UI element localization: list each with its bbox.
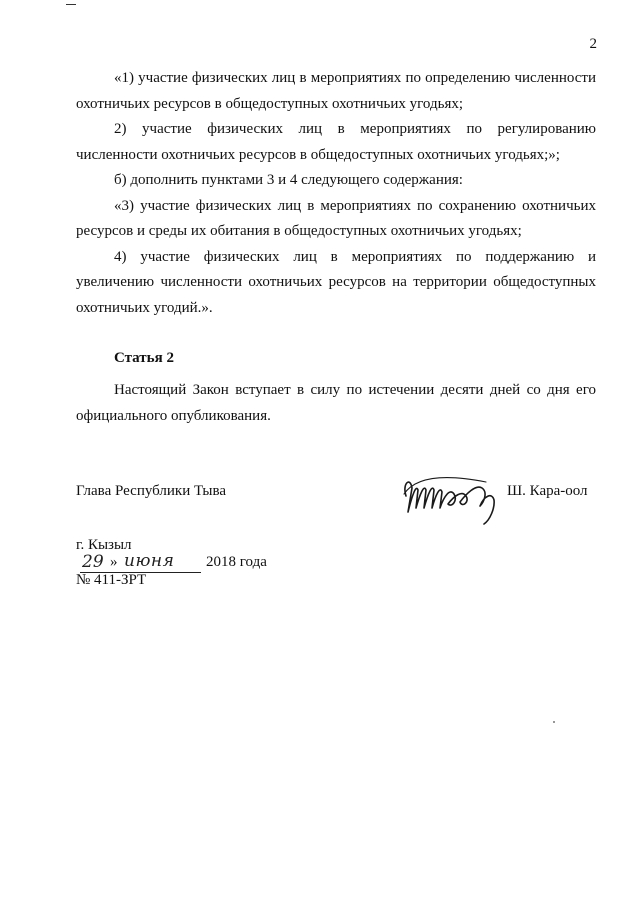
page-number: 2	[589, 36, 597, 52]
paragraph-3: б) дополнить пунктами 3 и 4 следующего содержания:	[114, 172, 463, 188]
article-title: Статья 2	[114, 350, 174, 366]
handwritten-signature	[396, 466, 504, 528]
paragraph-5: 4) участие физических лиц в мероприятиях по поддержанию и увеличению численности охотничьих ресурсов на территории общедоступных охотничьих угодий.».	[76, 248, 596, 316]
article-text	[76, 377, 596, 429]
paragraph-4: «3) участие физических лиц в мероприятиях по сохранению охотничьих ресурсов и среды их обитания в общедоступных охотничьих угодьях;	[76, 197, 596, 239]
amendment-text	[76, 66, 596, 321]
handwritten-month: июня	[124, 551, 175, 571]
handwritten-day: 29	[82, 552, 104, 572]
law-number: № 411-ЗРТ	[76, 572, 147, 588]
scan-mark	[66, 4, 76, 5]
date-quote: »	[110, 554, 118, 570]
paragraph-2: 2) участие физических лиц в мероприятиях по регулированию численности охотничьих ресурсов в общедоступных охотничьих угодьях;»;	[76, 121, 596, 163]
article-paragraph: Настоящий Закон вступает в силу по истечении десяти дней со дня его официального опубликования.	[76, 382, 596, 424]
place-of-signing: г. Кызыл	[76, 537, 132, 553]
signatory-role: Глава Республики Тыва	[76, 483, 227, 499]
signatory-name: Ш. Кара-оол	[507, 483, 588, 499]
scan-speck	[553, 721, 555, 723]
paragraph-1: «1) участие физических лиц в мероприятиях по определению численности охотничьих ресурсов в общедоступных охотничьих угодьях;	[76, 70, 596, 112]
date-year: 2018 года	[206, 554, 267, 570]
